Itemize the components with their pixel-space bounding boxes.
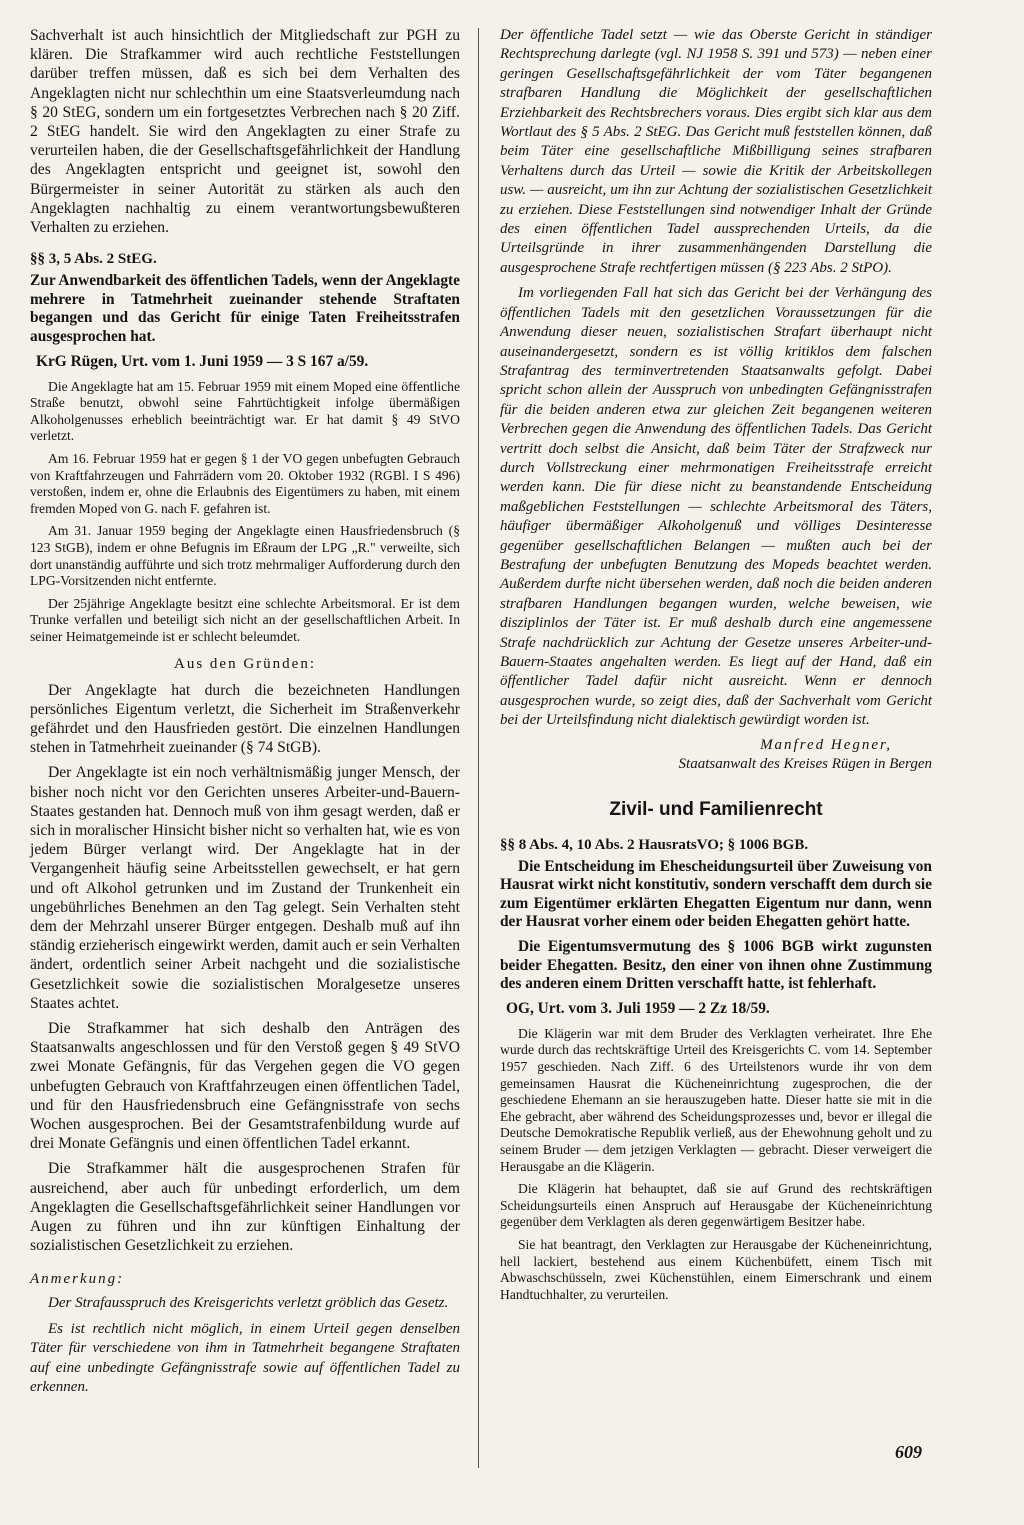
reasons-paragraph: Die Strafkammer hat sich deshalb den Anträgen des Staatsanwalts angeschlossen und für den Verstoß gegen § 49 StVO zwei Monate Gefängnis, für das Vergehen gegen die VO gegen unbefugten Gebrauch von Kraftfahrzeugen einen öffentlichen Tadel, und für den Hausfriedensbruch eine Gefängnisstrafe von sechs Wochen ausgesprochen. Bei der Gesamtstrafenbildung wurde auf drei Monate Gefängnis und einen öffentlichen Tadel erkannt. xyxy=(30,1019,460,1153)
legal-reference-heading: §§ 3, 5 Abs. 2 StEG. xyxy=(30,251,157,268)
section-title: Zivil- und Familienrecht xyxy=(609,798,823,820)
annotation-paragraph: Der Strafausspruch des Kreisgerichts verletzt gröblich das Gesetz. xyxy=(48,1295,449,1312)
annotation-paragraph: Im vorliegenden Fall hat sich das Gericht bei der Verhängung des öffentlichen Tadels mit den gesetzlichen Voraussetzungen für die Anwendung dieser neuen, sozialistischen Strafart überhaupt nicht auseinandergesetzt, sondern es ist völlig kritiklos dem falschen Strafantrag des terminvertretenden Staatsanwalts gefolgt. Dabei spricht schon allein der Ausspruch von unbedingten Gefängnisstrafen für die beiden anderen etwa zur gleichen Zeit begangenen weiteren Verbrechen gegen die Anwendung des öffentlichen Tadels. Das Gericht vertritt doch selbst die Ansicht, daß beim Täter der Strafzweck nur durch Vollstreckung einer mehrmonatigen Freiheitsstrafe erreicht werden kann. Die für diese nicht zu beanstandende Entscheidung maßgeblichen Feststellungen — schlechte Arbeitsmoral des Täters, häufiger übermäßiger Alkoholgenuß und völliges Desinteresse gegenüber gesellschaftlichen Belangen — mußten auch bei der Bestrafung der unbefugten Benutzung des Mopeds beachtet werden. Außerdem durfte nicht übersehen werden, daß noch die beiden anderen strafbaren Handlungen begangen wurden, welche beweisen, wie disziplinlos der Täter ist. Er muß deshalb durch eine angemessene Strafe nachdrücklich zur Achtung der Gesetze unseres Arbeiter-und-Bauern-Staates angehalten werden. Es liegt auf der Hand, daß ein öffentlicher Tadel dafür nicht ausreicht. Wenn er dennoch ausgesprochen wurde, so zeigt dies, daß der Sachverhalt vom Gericht bei der Urteilsfindung nicht dialektisch gewürdigt worden ist. xyxy=(500,285,932,729)
facts-paragraph: Am 31. Januar 1959 beging der Angeklagte einen Hausfriedensbruch (§ 123 StGB), indem er ohne Befugnis im Eßraum der LPG „R." verweilte, sich dort unanständig aufführte und sich trotz mehrmaliger Aufforderung durch den LPG-Vorsitzenden nicht entfernte. xyxy=(30,523,460,589)
annotation-heading: Anmerkung: xyxy=(30,1271,125,1288)
reasons-heading: Aus den Gründen: xyxy=(174,655,316,672)
facts-paragraph: Die Klägerin war mit dem Bruder des Verklagten verheiratet. Ihre Ehe wurde durch das rechtskräftige Urteil des Kreisgerichts C. vom 14. September 1957 geschieden. Nach Ziff. 6 des Urteilstenors wurde ihr von dem gemeinsamen Hausrat die Kücheneinrichtung zugesprochen, die der geschiedene Ehemann an sie herauszugeben hatte. Dieser hatte sie mit in die Ehe gebracht, aber während des Scheidungsprozesses und, bevor er illegal die Deutsche Demokratische Republik verließ, aus der Ehewohnung geholt und zu seinem Bruder — dem jetzigen Verklagten — gebracht. Dieser verweigert die Herausgabe an die Klägerin. xyxy=(500,1025,932,1174)
left-column xyxy=(30,26,460,1403)
author-name: Manfred Hegner, xyxy=(760,736,892,753)
annotation-paragraph: Es ist rechtlich nicht möglich, in einem Urteil gegen denselben Täter für verschiedene von ihm in Tatmehrheit begangene Straftaten auf eine unbedingte Gefängnisstrafe sowie auf öffentlichen Tadel zu erkennen. xyxy=(30,1320,460,1396)
leitsatz: Zur Anwendbarkeit des öffentlichen Tadels, wenn der Angeklagte mehrere in Tatmehrheit zueinander stehende Straftaten begangen und das Gericht für einige Taten Freiheitsstrafen ausgesprochen hat. xyxy=(30,272,460,346)
facts-paragraph: Die Angeklagte hat am 15. Februar 1959 mit einem Moped eine öffentliche Straße benutzt, obwohl seine Fahrtüchtigkeit infolge übermäßigen Alkoholgenusses erheblich beeinträchtigt war. Er hat damit § 49 StVO verletzt. xyxy=(30,378,460,444)
facts-paragraph: Die Klägerin hat behauptet, daß sie auf Grund des rechtskräftigen Scheidungsurteils einen Anspruch auf Herausgabe der Kücheneinrichtung gegenüber dem Verklagten als deren gegenwärtigem Besitzer habe. xyxy=(500,1181,932,1230)
annotation-paragraph: Der öffentliche Tadel setzt — wie das Oberste Gericht in ständiger Rechtsprechung darlegte (vgl. NJ 1958 S. 391 und 573) — neben einer geringen Gesellschaftsgefährlichkeit der vom Täter begangenen strafbaren Handlung die Möglichkeit der gesellschaftlichen Erziehbarkeit des Rechtsbrechers voraus. Dies ergibt sich klar aus dem Wortlaut des § 5 Abs. 2 StEG. Das Gericht muß feststellen können, daß beim Täter eine gesellschaftliche Mißbilligung seines strafbaren Verhaltens durch das Urteil — sowie die Kritik der Arbeitskollegen usw. — ausreicht, um ihn zur Achtung der sozialistischen Gesetzlichkeit zu erziehen. Diese Feststellungen sind notwendiger Inhalt der Gründe des einen öffentlichen Tadel aussprechenden Urteils, da die Urteilsgründe in ihrer zusammenhängenden Darstellung die ausgesprochene Strafe rechtfertigen müssen (§ 223 Abs. 2 StPO). xyxy=(500,27,932,276)
author-role: Staatsanwalt des Kreises Rügen in Bergen xyxy=(678,755,932,772)
reasons-paragraph: Der Angeklagte hat durch die bezeichneten Handlungen persönliches Eigentum verletzt, die Sicherheit im Straßenverkehr gefährdet und den Hausfrieden gestört. Die einzelnen Handlungen stehen in Tatmehrheit zueinander (§ 74 StGB). xyxy=(30,681,460,757)
right-column xyxy=(500,26,932,1309)
legal-reference-heading: §§ 8 Abs. 4, 10 Abs. 2 HausratsVO; § 1006 BGB. xyxy=(500,836,809,853)
case-citation: OG, Urt. vom 3. Juli 1959 — 2 Zz 18/59. xyxy=(506,999,770,1017)
column-divider xyxy=(478,28,479,1468)
facts-paragraph: Am 16. Februar 1959 hat er gegen § 1 der VO gegen unbefugten Gebrauch von Kraftfahrzeugen und Fahrrädern vom 20. Oktober 1932 (RGBl. I S 496) verstoßen, indem er, ohne die Erlaubnis des Eigentümers zu haben, mit einem fremden Moped von G. nach F. gefahren ist. xyxy=(30,450,460,516)
page-number: 609 xyxy=(895,1442,922,1462)
paragraph: Sachverhalt ist auch hinsichtlich der Mitgliedschaft zur PGH zu klären. Die Strafkammer wird auch rechtliche Feststellungen darüber treffen müssen, daß es sich bei dem Verhalten des Angeklagten nicht nur schlechthin um eine Staatsverleumdung nach § 20 StEG, sondern um ein fortgesetztes Verbrechen nach § 20 Ziff. 2 StEG handelt. Sie wird den Angeklagten zu einer Strafe zu verurteilen haben, die der Gesellschaftsgefährlichkeit der Handlung des Angeklagten entspricht und geeignet ist, sowohl den Bürgermeister in seiner Autorität zu stärken als auch den Angeklagten nachhaltig zu einem verantwortungsbewußteren Verhalten zu erziehen. xyxy=(30,27,460,237)
facts-paragraph: Sie hat beantragt, den Verklagten zur Herausgabe der Kücheneinrichtung, hell lackiert, bestehend aus einem Küchenbüfett, einem Tisch mit Abwaschschüsseln, zwei Küchenstühlen, einem Eimerschrank und einem Handtuchhalter, zu verurteilen. xyxy=(500,1236,932,1302)
case-citation: KrG Rügen, Urt. vom 1. Juni 1959 — 3 S 167 a/59. xyxy=(36,352,369,370)
reasons-paragraph: Die Strafkammer hält die ausgesprochenen Strafen für ausreichend, aber auch für unbedingt erforderlich, um dem Angeklagten die Gesellschaftsgefährlichkeit seiner Handlungen vor Augen zu führen und ihn zur künftigen Einhaltung der sozialistischen Gesetzlichkeit zu erziehen. xyxy=(30,1160,460,1255)
facts-paragraph: Der 25jährige Angeklagte besitzt eine schlechte Arbeitsmoral. Er ist dem Trunke verfallen und beteiligt sich nicht an der gesellschaftlichen Arbeit. In seiner Heimatgemeinde ist er schlecht beleumdet. xyxy=(30,595,460,644)
leitsatz: Die Entscheidung im Ehescheidungsurteil über Zuweisung von Hausrat wirkt nicht konstitutiv, sondern verschafft dem durch sie zum Eigentümer erklärten Ehegatten Eigentum nur dann, wenn der Hausrat vorher einem oder beiden Ehegatten gehört hatte. xyxy=(500,857,932,931)
reasons-paragraph: Der Angeklagte ist ein noch verhältnismäßig junger Mensch, der bisher noch nicht vor den Gerichten unseres Arbeiter-und-Bauern-Staates gestanden hat. Dennoch muß von ihm gesagt werden, daß er sich in moralischer Hinsicht bisher nicht so verhalten hat, wie es von jedem Bürger verlangt wird. Der Angeklagte hat in der Vergangenheit häufig seine Arbeitsstellen gewechselt, er hat gern und oft Alkohol getrunken und im Zustand der Trunkenheit ein ungebührliches Benehmen an den Tag gelegt. Sein Verhalten steht dem der Mehrzahl unserer Bürger entgegen. Deshalb muß auf ihn ständig erzieherisch eingewirkt werden, damit auch er sein Verhalten ändert, ordentlich seiner Arbeit nachgeht und die sozialistische Gesetzlichkeit sowie die sozialistischen Moralgesetze unseres Staates achtet. xyxy=(30,764,460,1012)
leitsatz: Die Eigentumsvermutung des § 1006 BGB wirkt zugunsten beider Ehegatten. Besitz, den einer von ihnen ohne Zustimmung des anderen einem Dritten verschafft hatte, ist fehlerhaft. xyxy=(500,938,932,993)
